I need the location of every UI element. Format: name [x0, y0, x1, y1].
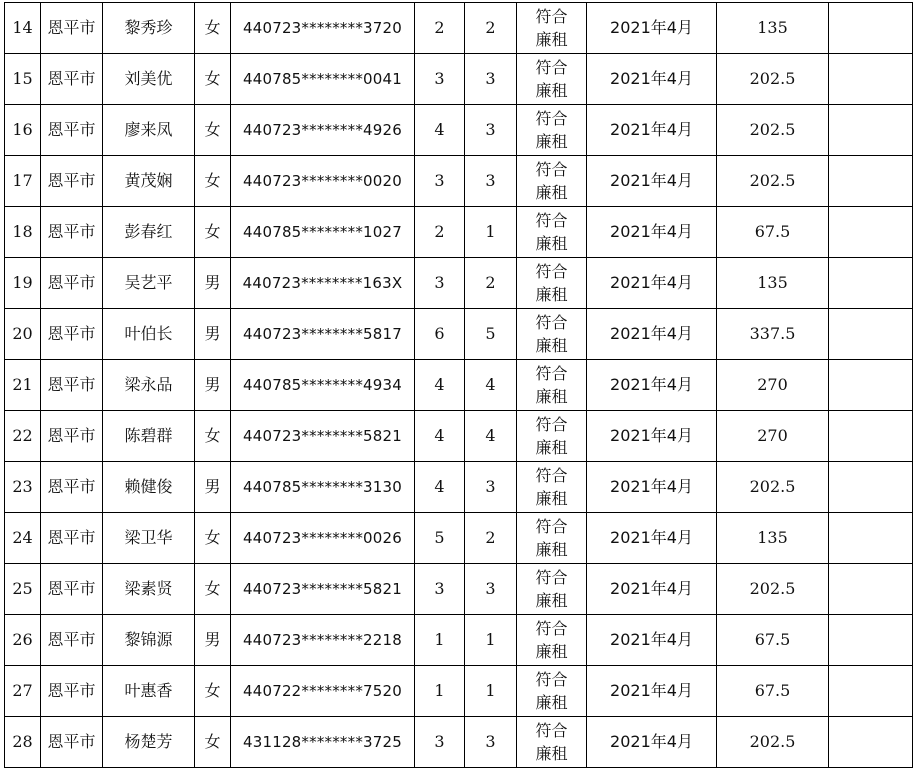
city-cell: 恩平市 [41, 3, 103, 54]
id-number-cell: 440785********1027 [231, 207, 415, 258]
id-number-cell: 431128********3725 [231, 717, 415, 768]
table-row [5, 360, 913, 411]
status-line-2: 廉租 [535, 642, 568, 661]
subsidized-count-cell: 1 [465, 207, 517, 258]
id-number-cell: 440785********3130 [231, 462, 415, 513]
family-size-cell: 3 [415, 564, 465, 615]
subsidized-count-cell: 4 [465, 360, 517, 411]
status-cell [517, 258, 587, 309]
row-number-cell: 19 [5, 258, 41, 309]
row-number-cell: 14 [5, 3, 41, 54]
family-size-cell: 1 [415, 615, 465, 666]
amount-cell: 67.5 [717, 666, 829, 717]
city-cell: 恩平市 [41, 513, 103, 564]
family-size-cell: 4 [415, 360, 465, 411]
subsidized-count-cell: 3 [465, 156, 517, 207]
row-number-cell: 22 [5, 411, 41, 462]
subsidized-count-cell: 2 [465, 513, 517, 564]
note-cell [829, 360, 913, 411]
subsidized-count-cell: 3 [465, 105, 517, 156]
family-size-cell: 6 [415, 309, 465, 360]
date-cell: 2021年4月 [587, 105, 717, 156]
family-size-cell: 4 [415, 462, 465, 513]
sex-cell: 男 [195, 462, 231, 513]
row-number-cell: 25 [5, 564, 41, 615]
sex-cell: 女 [195, 105, 231, 156]
amount-cell: 67.5 [717, 207, 829, 258]
name-cell: 叶伯长 [103, 309, 195, 360]
status-cell [517, 54, 587, 105]
sex-cell: 女 [195, 717, 231, 768]
family-size-cell: 2 [415, 207, 465, 258]
status-line-1: 符合 [535, 211, 568, 230]
note-cell [829, 156, 913, 207]
status-line-2: 廉租 [535, 183, 568, 202]
date-cell: 2021年4月 [587, 564, 717, 615]
sex-cell: 女 [195, 54, 231, 105]
family-size-cell: 3 [415, 717, 465, 768]
status-line-1: 符合 [535, 313, 568, 332]
date-cell: 2021年4月 [587, 258, 717, 309]
status-cell [517, 360, 587, 411]
subsidized-count-cell: 3 [465, 462, 517, 513]
id-number-cell: 440723********3720 [231, 3, 415, 54]
sex-cell: 男 [195, 258, 231, 309]
date-cell: 2021年4月 [587, 717, 717, 768]
status-line-1: 符合 [535, 619, 568, 638]
id-number-cell: 440723********163X [231, 258, 415, 309]
amount-cell: 67.5 [717, 615, 829, 666]
name-cell: 叶惠香 [103, 666, 195, 717]
city-cell: 恩平市 [41, 666, 103, 717]
note-cell [829, 666, 913, 717]
sex-cell: 男 [195, 615, 231, 666]
row-number-cell: 16 [5, 105, 41, 156]
id-number-cell: 440723********5821 [231, 564, 415, 615]
amount-cell: 202.5 [717, 564, 829, 615]
row-number-cell: 26 [5, 615, 41, 666]
amount-cell: 270 [717, 411, 829, 462]
sex-cell: 女 [195, 207, 231, 258]
city-cell: 恩平市 [41, 105, 103, 156]
status-line-2: 廉租 [535, 132, 568, 151]
note-cell [829, 513, 913, 564]
table-row [5, 513, 913, 564]
status-line-2: 廉租 [535, 81, 568, 100]
subsidized-count-cell: 3 [465, 717, 517, 768]
table-row [5, 54, 913, 105]
id-number-cell: 440785********0041 [231, 54, 415, 105]
status-cell [517, 105, 587, 156]
row-number-cell: 23 [5, 462, 41, 513]
row-number-cell: 17 [5, 156, 41, 207]
table-row [5, 615, 913, 666]
subsidized-count-cell: 1 [465, 615, 517, 666]
status-cell [517, 309, 587, 360]
id-number-cell: 440723********2218 [231, 615, 415, 666]
amount-cell: 202.5 [717, 105, 829, 156]
status-line-2: 廉租 [535, 744, 568, 763]
city-cell: 恩平市 [41, 411, 103, 462]
id-number-cell: 440723********0020 [231, 156, 415, 207]
amount-cell: 135 [717, 513, 829, 564]
status-line-1: 符合 [535, 415, 568, 434]
city-cell: 恩平市 [41, 309, 103, 360]
date-cell: 2021年4月 [587, 309, 717, 360]
name-cell: 陈碧群 [103, 411, 195, 462]
status-line-2: 廉租 [535, 336, 568, 355]
note-cell [829, 207, 913, 258]
city-cell: 恩平市 [41, 54, 103, 105]
subsidy-table [4, 2, 913, 768]
city-cell: 恩平市 [41, 258, 103, 309]
name-cell: 黎秀珍 [103, 3, 195, 54]
amount-cell: 202.5 [717, 462, 829, 513]
status-cell [517, 666, 587, 717]
id-number-cell: 440723********5817 [231, 309, 415, 360]
row-number-cell: 18 [5, 207, 41, 258]
sex-cell: 女 [195, 411, 231, 462]
id-number-cell: 440785********4934 [231, 360, 415, 411]
note-cell [829, 309, 913, 360]
subsidized-count-cell: 3 [465, 564, 517, 615]
id-number-cell: 440723********4926 [231, 105, 415, 156]
subsidized-count-cell: 2 [465, 3, 517, 54]
name-cell: 黄茂娴 [103, 156, 195, 207]
sex-cell: 女 [195, 666, 231, 717]
subsidized-count-cell: 1 [465, 666, 517, 717]
id-number-cell: 440723********5821 [231, 411, 415, 462]
city-cell: 恩平市 [41, 462, 103, 513]
status-cell [517, 411, 587, 462]
date-cell: 2021年4月 [587, 666, 717, 717]
family-size-cell: 4 [415, 105, 465, 156]
note-cell [829, 54, 913, 105]
status-line-2: 廉租 [535, 489, 568, 508]
status-line-1: 符合 [535, 160, 568, 179]
amount-cell: 135 [717, 3, 829, 54]
status-line-1: 符合 [535, 670, 568, 689]
amount-cell: 337.5 [717, 309, 829, 360]
city-cell: 恩平市 [41, 717, 103, 768]
status-cell [517, 513, 587, 564]
date-cell: 2021年4月 [587, 3, 717, 54]
sex-cell: 女 [195, 3, 231, 54]
status-cell [517, 717, 587, 768]
family-size-cell: 4 [415, 411, 465, 462]
status-cell [517, 3, 587, 54]
table-row [5, 105, 913, 156]
date-cell: 2021年4月 [587, 462, 717, 513]
status-cell [517, 615, 587, 666]
date-cell: 2021年4月 [587, 360, 717, 411]
table-row [5, 258, 913, 309]
status-cell [517, 462, 587, 513]
sex-cell: 女 [195, 513, 231, 564]
family-size-cell: 3 [415, 156, 465, 207]
subsidized-count-cell: 4 [465, 411, 517, 462]
row-number-cell: 27 [5, 666, 41, 717]
date-cell: 2021年4月 [587, 513, 717, 564]
status-line-2: 廉租 [535, 234, 568, 253]
row-number-cell: 20 [5, 309, 41, 360]
note-cell [829, 462, 913, 513]
note-cell [829, 258, 913, 309]
table-row [5, 156, 913, 207]
family-size-cell: 5 [415, 513, 465, 564]
name-cell: 梁永品 [103, 360, 195, 411]
row-number-cell: 21 [5, 360, 41, 411]
name-cell: 吴艺平 [103, 258, 195, 309]
table-row [5, 3, 913, 54]
date-cell: 2021年4月 [587, 615, 717, 666]
name-cell: 赖健俊 [103, 462, 195, 513]
date-cell: 2021年4月 [587, 156, 717, 207]
table-row [5, 309, 913, 360]
sex-cell: 女 [195, 564, 231, 615]
city-cell: 恩平市 [41, 360, 103, 411]
id-number-cell: 440723********0026 [231, 513, 415, 564]
table-body [5, 3, 913, 768]
subsidized-count-cell: 3 [465, 54, 517, 105]
status-line-2: 廉租 [535, 693, 568, 712]
table-row [5, 717, 913, 768]
row-number-cell: 28 [5, 717, 41, 768]
family-size-cell: 3 [415, 258, 465, 309]
name-cell: 彭春红 [103, 207, 195, 258]
status-line-1: 符合 [535, 109, 568, 128]
name-cell: 黎锦源 [103, 615, 195, 666]
family-size-cell: 2 [415, 3, 465, 54]
amount-cell: 202.5 [717, 156, 829, 207]
city-cell: 恩平市 [41, 564, 103, 615]
note-cell [829, 105, 913, 156]
status-line-1: 符合 [535, 262, 568, 281]
row-number-cell: 15 [5, 54, 41, 105]
table-row [5, 666, 913, 717]
sex-cell: 男 [195, 360, 231, 411]
row-number-cell: 24 [5, 513, 41, 564]
note-cell [829, 411, 913, 462]
city-cell: 恩平市 [41, 615, 103, 666]
status-cell [517, 207, 587, 258]
status-line-2: 廉租 [535, 540, 568, 559]
city-cell: 恩平市 [41, 156, 103, 207]
id-number-cell: 440722********7520 [231, 666, 415, 717]
status-line-1: 符合 [535, 364, 568, 383]
status-line-1: 符合 [535, 721, 568, 740]
amount-cell: 202.5 [717, 54, 829, 105]
sex-cell: 女 [195, 156, 231, 207]
date-cell: 2021年4月 [587, 411, 717, 462]
date-cell: 2021年4月 [587, 54, 717, 105]
family-size-cell: 3 [415, 54, 465, 105]
table-row [5, 411, 913, 462]
sex-cell: 男 [195, 309, 231, 360]
table-row [5, 564, 913, 615]
date-cell: 2021年4月 [587, 207, 717, 258]
status-line-2: 廉租 [535, 438, 568, 457]
note-cell [829, 717, 913, 768]
status-line-2: 廉租 [535, 30, 568, 49]
status-line-1: 符合 [535, 58, 568, 77]
table-row [5, 462, 913, 513]
subsidized-count-cell: 5 [465, 309, 517, 360]
status-line-1: 符合 [535, 7, 568, 26]
amount-cell: 135 [717, 258, 829, 309]
status-line-2: 廉租 [535, 285, 568, 304]
status-line-1: 符合 [535, 568, 568, 587]
city-cell: 恩平市 [41, 207, 103, 258]
status-cell [517, 156, 587, 207]
name-cell: 梁卫华 [103, 513, 195, 564]
name-cell: 杨楚芳 [103, 717, 195, 768]
name-cell: 梁素贤 [103, 564, 195, 615]
status-line-2: 廉租 [535, 387, 568, 406]
name-cell: 廖来凤 [103, 105, 195, 156]
status-line-1: 符合 [535, 466, 568, 485]
status-line-1: 符合 [535, 517, 568, 536]
status-line-2: 廉租 [535, 591, 568, 610]
amount-cell: 270 [717, 360, 829, 411]
note-cell [829, 3, 913, 54]
status-cell [517, 564, 587, 615]
table-row [5, 207, 913, 258]
family-size-cell: 1 [415, 666, 465, 717]
note-cell [829, 564, 913, 615]
subsidized-count-cell: 2 [465, 258, 517, 309]
name-cell: 刘美优 [103, 54, 195, 105]
note-cell [829, 615, 913, 666]
amount-cell: 202.5 [717, 717, 829, 768]
